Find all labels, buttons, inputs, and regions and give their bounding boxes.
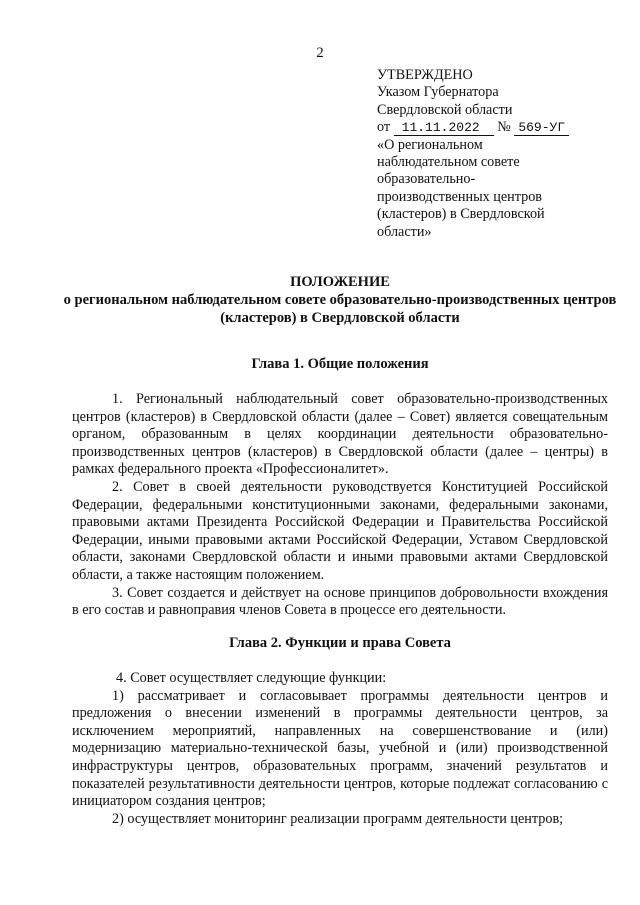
approval-date-line [377, 119, 617, 136]
document-subtitle: о региональном наблюдательном совете образовательно-производственных центров (кластеров) в Свердловской области [63, 292, 617, 326]
date-prefix: от [377, 119, 391, 136]
decree-title-line: «О региональном [377, 136, 483, 153]
approval-issuer: Указом Губернатора [377, 84, 499, 101]
document-title: ПОЛОЖЕНИЕ [290, 274, 390, 290]
paragraph-3: 3. Совет создается и действует на основе принципов добровольности вхождения в его состав и равноправия членов Совета в процессе его деятельности. [72, 584, 608, 619]
paragraph-1: 1. Региональный наблюдательный совет образовательно-производственных центров (кластеров) в Свердловской области (далее – Совет) является совещательным органом, образованным в целях координации деятельности образовательно-производственных центров (кластеров) в Свердловской области (далее – центры) в рамках федерального проекта «Профессионалитет». [72, 391, 608, 478]
number-prefix: № [497, 119, 511, 136]
paragraph-2: 2. Совет в своей деятельности руководствуется Конституцией Российской Федерации, федеральными конституционными законами, федеральными законами, правовыми актами Президента Российской Федерации и Правительства Российской Федерации, иными правовыми актами Российской Федерации, Уставом Свердловской области, законами Свердловской области и иными правовыми актами Свердловской области, а также настоящим положением. [72, 478, 608, 583]
function-item-2: 2) осуществляет мониторинг реализации программ деятельности центров; [112, 810, 564, 827]
decree-title-line: производственных центров [377, 188, 542, 205]
approval-region: Свердловской области [377, 101, 513, 118]
chapter-1-body [72, 391, 608, 620]
chapter-2-body [72, 670, 608, 828]
function-item-1: 1) рассматривает и согласовывает программы деятельности центров и предложения о внесении изменений в программы деятельности центров, за исключением мероприятий, направленных на совершенствование и (или) модернизацию материально-технической базы, учебной и (или) производственной инфраструктуры центров, образовательных программ, значений результатов и показателей результативности деятельности центров, которые подлежат согласованию с инициатором создания центров; [72, 687, 608, 810]
decree-title-line: образовательно- [377, 171, 476, 188]
decree-title-line: (кластеров) в Свердловской [377, 206, 545, 223]
approval-block [377, 67, 617, 241]
approval-heading: УТВЕРЖДЕНО [377, 67, 473, 83]
chapter-2-heading: Глава 2. Функции и права Совета [229, 635, 451, 651]
date-stamp: 11.11.2022 [394, 120, 494, 136]
page-number: 2 [316, 45, 324, 61]
decree-title-line: области» [377, 223, 432, 240]
paragraph-4: 4. Совет осуществляет следующие функции: [116, 670, 387, 686]
number-stamp: 569-УГ [514, 120, 569, 136]
chapter-1-heading: Глава 1. Общие положения [251, 356, 429, 372]
decree-title-line: наблюдательном совете [377, 154, 520, 171]
